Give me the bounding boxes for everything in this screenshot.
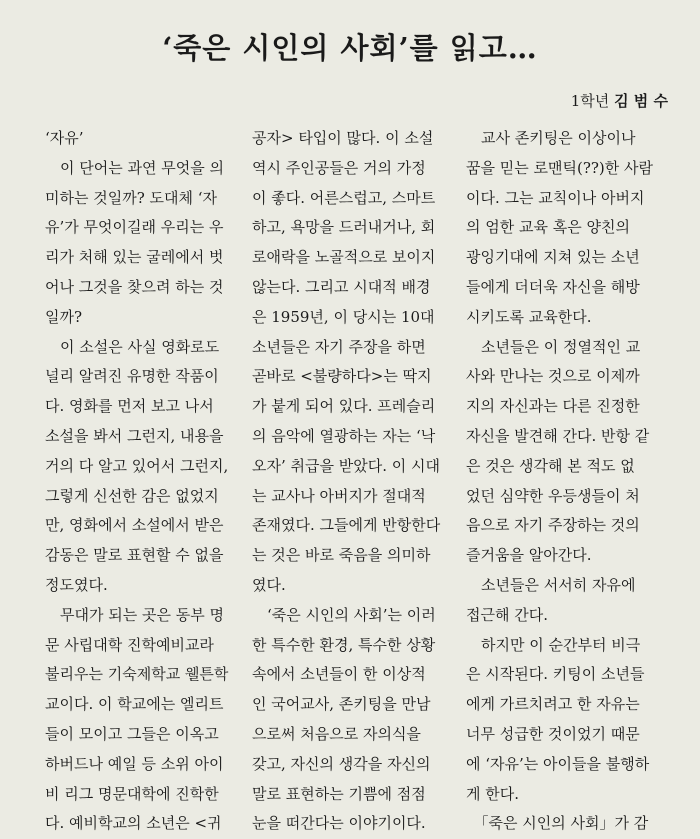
text-line: 다. 예비학교의 소년은 <귀 <box>45 814 222 833</box>
text-line: 들에게 더더욱 자신을 해방 <box>466 277 640 296</box>
text-line: 공자> 타입이 많다. 이 소설 <box>252 129 434 147</box>
text-line: 너무 성급한 것이었기 때문 <box>466 724 640 743</box>
text-line: 하지만 이 순간부터 비극 <box>466 635 641 654</box>
text-line: 이다. 그는 교칙이나 아버지 <box>466 188 645 207</box>
text-line: 감동은 말로 표현할 수 없을 <box>45 546 224 565</box>
text-line: 다. 영화를 먼저 보고 나서 <box>45 397 214 416</box>
text-line: 였다. <box>252 575 286 594</box>
text-line: 미하는 것일까? 도대체 ‘자 <box>45 188 218 207</box>
text-line: 광잉기대에 지쳐 있는 소년 <box>466 248 640 267</box>
text-line: 하고, 욕망을 드러내거나, 회 <box>252 218 436 237</box>
text-line: 소년들은 자기 주장을 하면 <box>252 337 426 356</box>
text-line: 「죽은 시인의 사회」가 감 <box>466 814 649 833</box>
text-line: 만, 영화에서 소설에서 받은 <box>45 516 224 535</box>
text-line: ‘자유’ <box>45 129 84 147</box>
text-line: 는 것은 바로 죽음을 의미하 <box>252 546 431 565</box>
text-line: 가 붙게 되어 있다. 프레슬리 <box>252 397 436 416</box>
text-line: 소년들은 이 정열적인 교 <box>466 337 641 356</box>
text-line: 시키도록 교육한다. <box>466 307 592 326</box>
text-line: 접근해 간다. <box>466 605 548 624</box>
text-line: 교이다. 이 학교에는 엘리트 <box>45 695 224 714</box>
text-line: 불리우는 기숙제학교 웰튼학 <box>45 665 229 684</box>
text-line: 게 한다. <box>466 784 520 803</box>
text-line: 역시 주인공들은 거의 가정 <box>252 158 426 177</box>
text-line: 었던 심약한 우등생들이 처 <box>466 486 640 505</box>
text-line: 꿈을 믿는 로맨틱(??)한 사람 <box>466 158 653 177</box>
text-line: 의 음악에 열광하는 자는 ‘낙 <box>252 426 436 445</box>
text-line: 이 좋다. 어른스럽고, 스마트 <box>252 188 436 207</box>
text-column-1 <box>45 124 238 839</box>
text-line: 오자’ 취급을 받았다. 이 시대 <box>252 456 440 475</box>
text-line: 소년들은 서서히 자유에 <box>466 575 636 594</box>
text-line: 갖고, 자신의 생각을 자신의 <box>252 754 431 773</box>
text-line: 하버드나 예일 등 소위 아이 <box>45 754 224 773</box>
text-line: 리가 처해 있는 굴레에서 벗 <box>45 248 224 267</box>
text-line: ‘죽은 시인의 사회’는 이러 <box>252 605 436 624</box>
text-line: 사와 만나는 것으로 이제까 <box>466 367 640 386</box>
text-line: 이 단어는 과연 무엇을 의 <box>45 158 224 177</box>
byline <box>571 90 668 111</box>
text-line: 들이 모이고 그들은 이옥고 <box>45 724 219 743</box>
byline-author: 김 범 수 <box>614 92 668 110</box>
text-line: 은 1959년, 이 당시는 10대 <box>252 307 435 326</box>
text-line: 그렇게 신선한 감은 없었지 <box>45 486 219 505</box>
text-line: 널리 알려진 유명한 작품이 <box>45 367 219 386</box>
text-line: 자신을 발견해 간다. 반항 같 <box>466 426 650 445</box>
text-line: 에 ‘자유’는 아이들을 불행하 <box>466 754 650 773</box>
text-line: 속에서 소년들이 한 이상적 <box>252 665 426 684</box>
text-line: 교사 존키팅은 이상이나 <box>466 129 636 147</box>
text-line: 이 소설은 사실 영화로도 <box>45 337 220 356</box>
text-line: 지의 자신과는 다른 진정한 <box>466 397 640 416</box>
text-line: 의 엄한 교육 혹은 양친의 <box>466 218 630 237</box>
text-line: 로애락을 노골적으로 보이지 <box>252 248 436 267</box>
text-line: 문 사립대학 진학예비교라 <box>45 635 214 654</box>
text-line: 인 국어교사, 존키팅을 만남 <box>252 695 431 714</box>
text-line: 에게 가르치려고 한 자유는 <box>466 695 640 714</box>
text-line: 는 교사나 아버지가 절대적 <box>252 486 426 505</box>
text-line: 어나 그것을 찾으려 하는 것 <box>45 277 224 296</box>
text-line: 않는다. 그리고 시대적 배경 <box>252 277 431 296</box>
text-line: 한 특수한 환경, 특수한 상황 <box>252 635 436 654</box>
text-line: 곧바로 <불량하다>는 딱지 <box>252 367 432 386</box>
text-column-2 <box>252 124 445 839</box>
byline-grade: 1학년 <box>570 92 610 110</box>
text-line: 음으로 자기 주장하는 것의 <box>466 516 640 535</box>
text-line: 일까? <box>45 307 83 326</box>
article-title: ‘죽은 시인의 사회’를 읽고… <box>162 31 538 65</box>
text-line: 정도였다. <box>45 575 108 594</box>
text-line: 으로써 처음으로 자의식을 <box>252 724 421 743</box>
text-line: 무대가 되는 곳은 동부 명 <box>45 605 224 624</box>
text-line: 유’가 무엇이길래 우리는 우 <box>45 218 224 237</box>
text-line: 비 리그 명문대학에 진학한 <box>45 784 219 803</box>
text-line: 소설을 봐서 그런지, 내용을 <box>45 426 224 445</box>
text-line: 존재였다. 그들에게 반항한다 <box>252 516 441 535</box>
text-line: 즐거움을 알아간다. <box>466 546 592 565</box>
text-line: 거의 다 알고 있어서 그런지, <box>45 456 229 475</box>
text-column-3 <box>466 124 659 839</box>
text-line: 눈을 떠간다는 이야기이다. <box>252 814 426 833</box>
text-line: 은 시작된다. 키팅이 소년들 <box>466 665 645 684</box>
text-line: 말로 표현하는 기쁨에 점점 <box>252 784 426 803</box>
text-line: 은 것은 생각해 본 적도 없 <box>466 456 635 475</box>
